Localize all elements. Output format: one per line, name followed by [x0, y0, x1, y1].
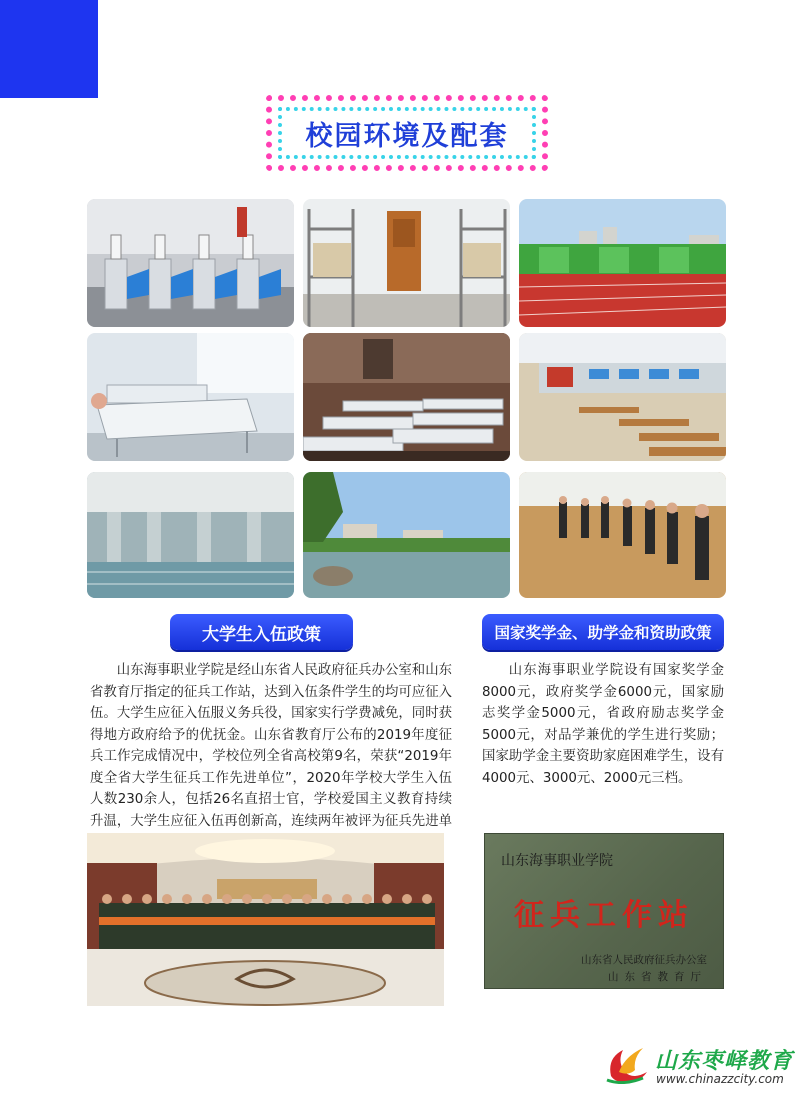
enlistment-heading: 大学生入伍政策 [170, 614, 353, 650]
recruitment-station-plaque [484, 833, 724, 989]
photo-campus-lake [303, 472, 510, 598]
corner-color-block [0, 0, 98, 98]
brand-name: 山东枣峄教育 [655, 1049, 794, 1074]
scholarship-body: 山东海事职业学院设有国家奖学金8000元，政府奖学金6000元，国家励志奖学金5000元，省政府励志奖学金5000元，对品学兼优的学生进行奖励；国家助学金主要资助家庭困难学生，设有4000元、3000元、2000元三档。 [482, 663, 724, 786]
brand-url: www.chinazzcity.com [656, 1072, 784, 1086]
photo-piano-room [303, 333, 510, 461]
photo-nursing-lab [87, 333, 294, 461]
photo-dormitory [303, 199, 510, 327]
section-title-frame [266, 95, 548, 171]
enlistment-body: 山东海事职业学院是经山东省人民政府征兵办公室和山东省教育厅指定的征兵工作站，达到入伍条件学生的均可应征入伍。大学生应征入伍服义务兵役，国家实行学费减免，同时获得地方政府给予的优抚金。山东省教育厅公布的2019年度征兵工作完成情况中，学校位列全省高校第9名，荣获“2019年度全省大学生征兵工作先进单位”，2020年学校大学生入伍人数230余人，包括26名直招士官，学校爱国主义教育持续升温，大学生应征入伍再创新高，连续两年被评为征兵先进单 [90, 663, 452, 829]
plaque-issuer-1: 山东省人民政府征兵办公室 [581, 954, 707, 966]
photo-enlistment-group [87, 833, 444, 1006]
photo-swimming-pool [87, 472, 294, 598]
photo-sports-field [519, 199, 726, 327]
section-title-inner-frame [278, 107, 536, 159]
photo-training-hall [519, 472, 726, 598]
scholarship-heading: 国家奖学金、助学金和资助政策 [482, 614, 724, 650]
photo-cafeteria [519, 333, 726, 461]
plaque-station-title: 征兵工作站 [514, 898, 694, 933]
brand-logo-icon [603, 1042, 651, 1084]
section-title: 校园环境及配套 [305, 120, 509, 152]
photo-entrance-gates [87, 199, 294, 327]
plaque-school-name: 山东海事职业学院 [501, 853, 613, 869]
plaque-issuer-2: 山东省教育厅 [608, 971, 707, 983]
